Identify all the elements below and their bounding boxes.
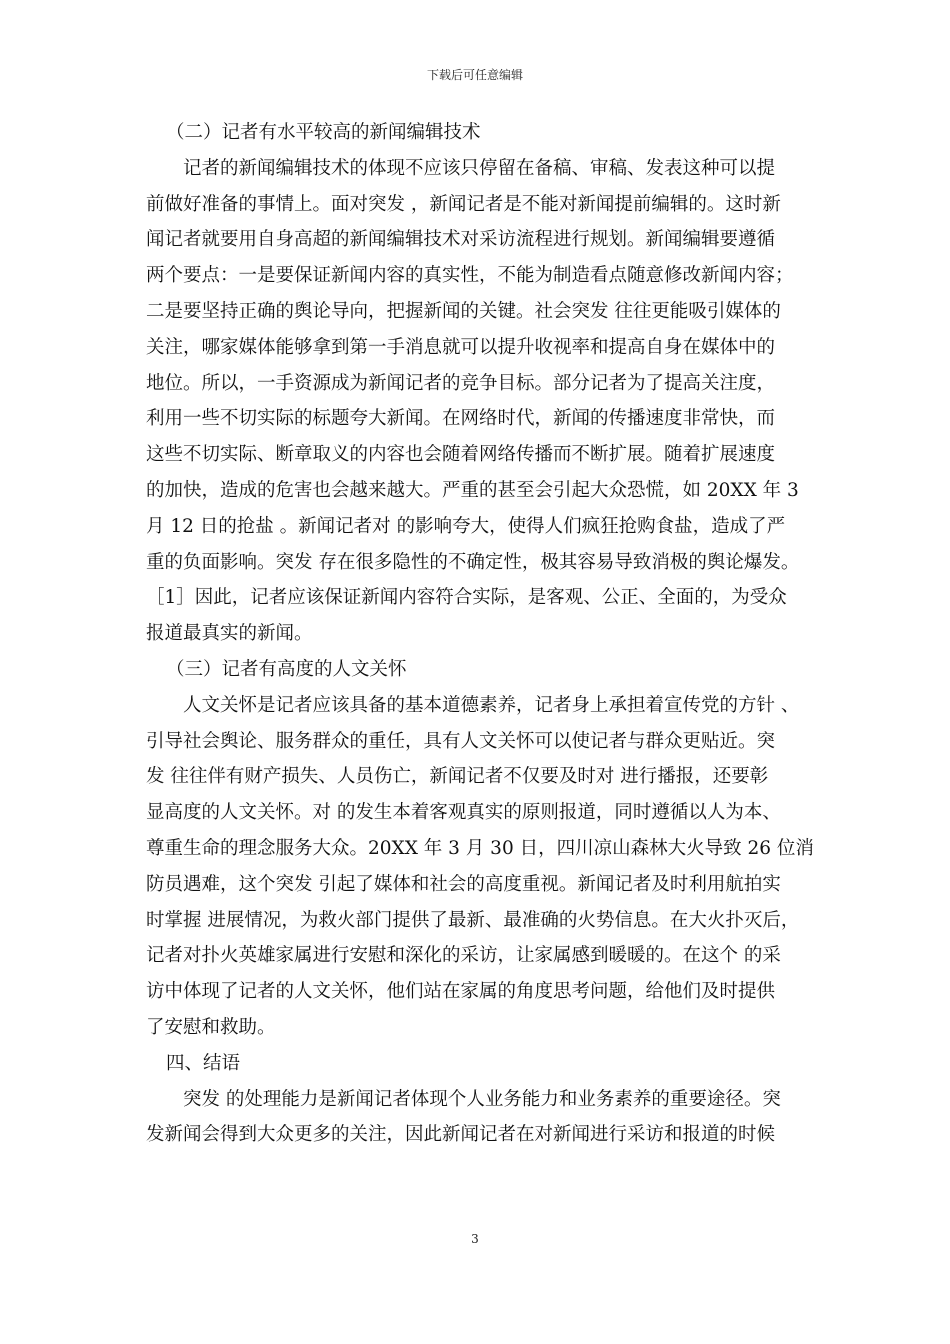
paragraph-line: 的加快，造成的危害也会越来越大。严重的甚至会引起大众恐慌，如 20XX 年 3 (146, 479, 799, 501)
paragraph-line: 人文关怀是记者应该具备的基本道德素养，记者身上承担着宣传党的方针 、 (183, 694, 800, 716)
paragraph-line: 记者对扑火英雄家属进行安慰和深化的采访，让家属感到暖暖的。在这个 的采 (146, 945, 781, 967)
section-heading: （三）记者有高度的人文关怀 (166, 658, 407, 680)
paragraph-line: 报道最真实的新闻。 (146, 623, 313, 645)
paragraph-line: 月 12 日的抢盐 。新闻记者对 的影响夸大，使得人们疯狂抢购食盐，造成了严 (146, 515, 786, 537)
document-body (146, 115, 814, 1153)
page-header: 下载后可任意编辑 (426, 68, 523, 82)
paragraph-line: ［1］因此，记者应该保证新闻内容符合实际，是客观、公正、全面的，为受众 (146, 587, 787, 609)
paragraph-line: 闻记者就要用自身高超的新闻编辑技术对采访流程进行规划。新闻编辑要遵循 (146, 229, 776, 251)
paragraph-line: 利用一些不切实际的标题夸大新闻。在网络时代，新闻的传播速度非常快，而 (146, 408, 776, 430)
section-heading: （二）记者有水平较高的新闻编辑技术 (166, 122, 481, 143)
paragraph-line: 地位。所以，一手资源成为新闻记者的竞争目标。部分记者为了提高关注度， (146, 372, 776, 394)
paragraph-line: 显高度的人文关怀。对 的发生本着客观真实的原则报道，同时遵循以人为本、 (146, 802, 781, 824)
paragraph-line: 关注，哪家媒体能够拿到第一手消息就可以提升收视率和提高自身在媒体中的 (146, 336, 776, 358)
paragraph-line: 防员遇难，这个突发 引起了媒体和社会的高度重视。新闻记者及时利用航拍实 (146, 873, 781, 895)
paragraph-line: 发 往往伴有财产损失、人员伤亡，新闻记者不仅要及时对 进行播报，还要彰 (146, 766, 769, 788)
paragraph-line: 前做好准备的事情上。面对突发 ，新闻记者是不能对新闻提前编辑的。这时新 (146, 193, 781, 215)
paragraph-line: 两个要点：一是要保证新闻内容的真实性，不能为制造看点随意修改新闻内容； (146, 265, 794, 287)
section-heading: 四、结语 (166, 1052, 241, 1074)
paragraph-line: 二是要坚持正确的舆论导向，把握新闻的关键。社会突发 往往更能吸引媒体的 (146, 300, 781, 322)
paragraph-line: 发新闻会得到大众更多的关注，因此新闻记者在对新闻进行采访和报道的时候 (146, 1124, 776, 1146)
paragraph-line: 尊重生命的理念服务大众。20XX 年 3 月 30 日，四川凉山森林大火导致 26 位消 (146, 837, 814, 859)
paragraph-line: 重的负面影响。突发 存在很多隐性的不确定性，极其容易导致消极的舆论爆发。 (146, 551, 800, 573)
paragraph-line: 访中体现了记者的人文关怀，他们站在家属的角度思考问题，给他们及时提供 (146, 981, 776, 1003)
paragraph-line: 突发 的处理能力是新闻记者体现个人业务能力和业务素养的重要途径。突 (183, 1088, 781, 1110)
paragraph-line: 引导社会舆论、服务群众的重任，具有人文关怀可以使记者与群众更贴近。突 (146, 730, 776, 752)
paragraph-line: 这些不切实际、断章取义的内容也会随着网络传播而不断扩展。随着扩展速度 (146, 444, 776, 466)
paragraph-line: 记者的新闻编辑技术的体现不应该只停留在备稿、审稿、发表这种可以提 (183, 157, 776, 179)
paragraph-line: 了安慰和救助。 (146, 1016, 276, 1038)
paragraph-line: 时掌握 进展情况，为救火部门提供了最新、最准确的火势信息。在大火扑灭后， (146, 909, 800, 931)
page-number: 3 (471, 1232, 479, 1246)
